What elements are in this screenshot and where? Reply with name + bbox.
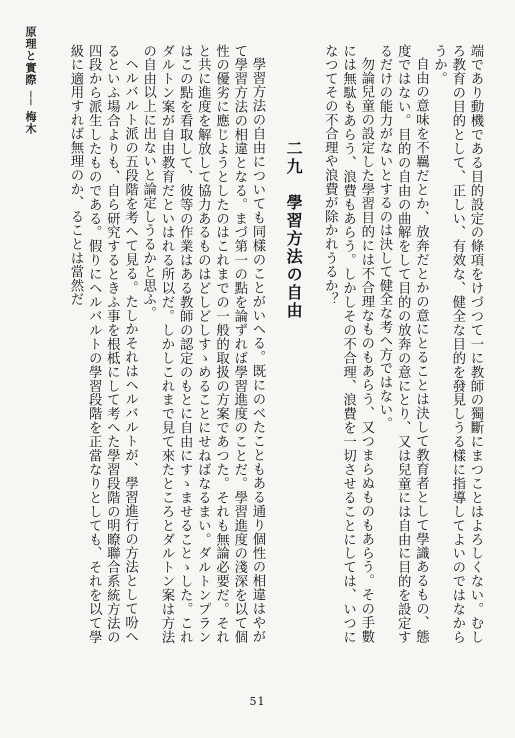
paragraph: 端であり動機である目的設定の條項をけづつて一に教師の獨斷にまつことはよろしくない。むしろ教育の目的として、正しい、有效な、健全な目的を發見しうる樣に指導してよいのではなからうか。 — [431, 44, 483, 644]
page-body — [44, 44, 484, 644]
page-number: 51 — [249, 695, 266, 708]
paragraph: 勿論兒童の設定した學習目的には不合理なものもあらう、又つまらぬものもあらう。その手數には無駄もあらう、浪費もあらう。しかしその不合理、浪費を一切させることにしては、いつになつてその不合理や浪費が除かれうるか？ — [322, 44, 374, 644]
paragraph: ヘルバルト派の五段階を考へて見る。たしかそれはヘルバルトが、學習進行の方法として吩へるといふ場合よりも、自ら研究するときふ事を根柢にして考へた學習段階の明瞭聯合系統方法の四段から派生したものである。假りにヘルバルトの學習段階を正當なりとしても、それを以て學級に適用すれば無理のか、ることは當然だ — [67, 44, 138, 644]
paragraph: 自由の意味を不羈だとか、放奔だとかの意にとることは決して教育者として學識あるもの、態度ではない。目的の自由の曲解をして目的の放奔の意にとり、又は兒童には自由に目的を設定するだけの能力がないとするのは決して健全な考へ方ではない。 — [376, 44, 429, 644]
paragraph: 學習方法の自由についても同樣のことがいへる。既にのべたこともある通り個性の相違はやがて學習方法の相違となる。まづ第一の點を論ずれば學習進度のことだ。學習進度の淺深を以て個性の優劣に應じようとしたのはこれまでの一般的取扱の方案であつた。それも無論必要だ。それと共に進度を解放して協力あるものはどしどしすゝめることにせねばなるまい。ダルトンプランはこの點を看取して、彼等の作業はある教師の認定のもとに自由にすゝませることゝした。これダルトン案が自由教育だといはれる所以だ。しかしこれまで見て來たところとダルトン案は方法の自由以上に出ないと論定しうるかと思ふ。 — [140, 44, 265, 644]
running-header: 原理と實際 ── 梅木 — [24, 26, 37, 135]
section-heading: 二九 學習方法の自由 — [284, 140, 304, 320]
